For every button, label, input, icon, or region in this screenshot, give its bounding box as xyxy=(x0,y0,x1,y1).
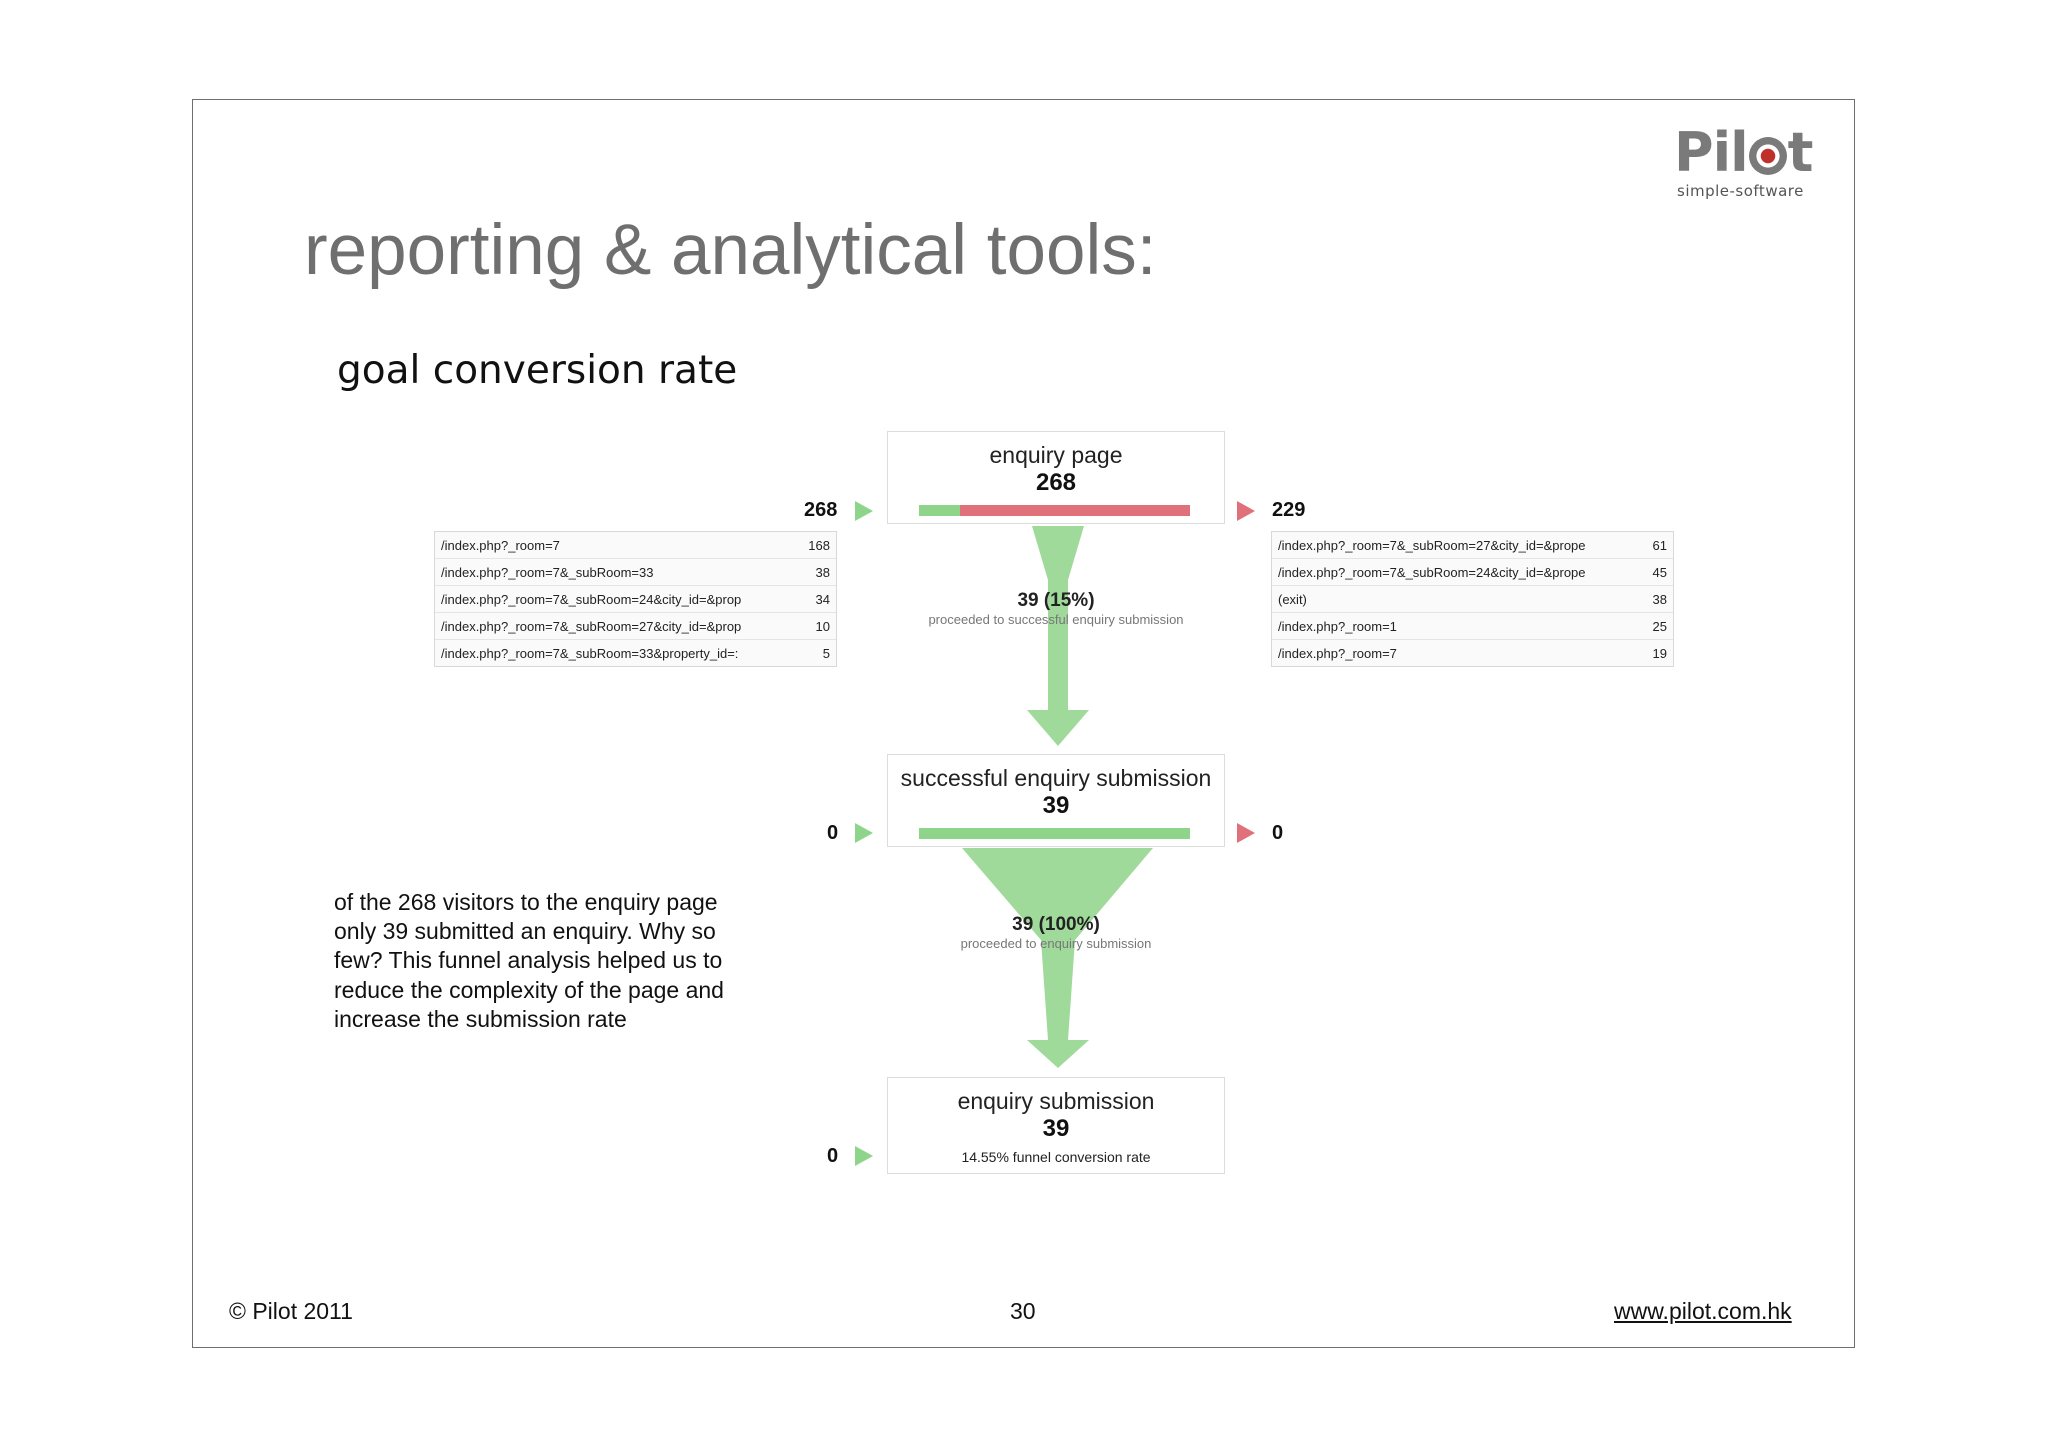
transition-value: 39 (100%) xyxy=(1012,914,1100,935)
table-row[interactable] xyxy=(435,640,836,666)
table-row[interactable] xyxy=(1272,532,1673,559)
step-1-exits: 229 xyxy=(1272,499,1306,521)
source-count: 5 xyxy=(822,645,830,661)
footer-copyright: © Pilot 2011 xyxy=(229,1298,353,1324)
exit-arrow-icon xyxy=(1237,501,1255,521)
entrance-sources-table xyxy=(434,531,837,667)
table-row[interactable] xyxy=(435,532,836,559)
slide-subtitle: goal conversion rate xyxy=(337,348,738,393)
step-name: enquiry page xyxy=(989,442,1123,468)
exit-path: /index.php?_room=7 xyxy=(1278,645,1397,661)
step-1-proceed-bar xyxy=(919,505,960,516)
exit-path: (exit) xyxy=(1278,591,1307,607)
step-2-exits: 0 xyxy=(1272,822,1284,844)
funnel-conversion-rate: 14.55% funnel conversion rate xyxy=(961,1149,1151,1165)
step-2-entrances: 0 xyxy=(827,822,839,844)
step-count: 39 xyxy=(1042,1115,1070,1142)
table-row[interactable] xyxy=(435,613,836,640)
source-count: 38 xyxy=(815,564,830,580)
source-count: 168 xyxy=(808,537,830,553)
transition-value: 39 (15%) xyxy=(1017,590,1095,611)
step-count: 39 xyxy=(1042,792,1070,819)
slide-title: reporting & analytical tools: xyxy=(304,211,1157,290)
exit-path: /index.php?_room=7&_subRoom=24&city_id=&prope xyxy=(1278,564,1586,580)
exit-path: /index.php?_room=7&_subRoom=27&city_id=&prope xyxy=(1278,537,1586,553)
transition-1-label xyxy=(887,590,1225,627)
funnel-step-enquiry-submission xyxy=(887,1077,1225,1174)
step-name: successful enquiry submission xyxy=(900,765,1212,791)
source-path: /index.php?_room=7&_subRoom=33&property_id=: xyxy=(441,645,739,661)
step-1-exit-bar xyxy=(960,505,1190,516)
source-count: 10 xyxy=(815,618,830,634)
transition-text: proceeded to enquiry submission xyxy=(960,936,1152,951)
table-row[interactable] xyxy=(1272,559,1673,586)
logo-text-start: Pil xyxy=(1674,121,1748,184)
exit-path: /index.php?_room=1 xyxy=(1278,618,1397,634)
table-row[interactable] xyxy=(435,559,836,586)
step-1-entrances: 268 xyxy=(804,499,838,521)
step-count: 268 xyxy=(1035,469,1077,496)
source-count: 34 xyxy=(815,591,830,607)
exit-destinations-table xyxy=(1271,531,1674,667)
flow-2-shape xyxy=(962,848,1153,1068)
exit-count: 61 xyxy=(1652,537,1667,553)
transition-2-label xyxy=(887,914,1225,951)
source-path: /index.php?_room=7&_subRoom=33 xyxy=(441,564,654,580)
exit-count: 38 xyxy=(1652,591,1667,607)
transition-text: proceeded to successful enquiry submission xyxy=(928,612,1184,627)
entrance-arrow-icon xyxy=(855,1146,873,1166)
footer-url-link[interactable]: www.pilot.com.hk xyxy=(1614,1298,1792,1324)
table-row[interactable] xyxy=(1272,640,1673,666)
flow-1-shape xyxy=(1027,526,1089,746)
exit-count: 45 xyxy=(1652,564,1667,580)
step-name: enquiry submission xyxy=(957,1088,1155,1114)
exit-count: 25 xyxy=(1652,618,1667,634)
footer-page-number: 30 xyxy=(1010,1298,1036,1324)
entrance-arrow-icon xyxy=(855,823,873,843)
table-row[interactable] xyxy=(435,586,836,613)
source-path: /index.php?_room=7&_subRoom=27&city_id=&prop xyxy=(441,618,742,634)
source-path: /index.php?_room=7 xyxy=(441,537,560,553)
source-path: /index.php?_room=7&_subRoom=24&city_id=&prop xyxy=(441,591,742,607)
step-3-entrances: 0 xyxy=(827,1145,839,1167)
table-row[interactable] xyxy=(1272,586,1673,613)
table-row[interactable] xyxy=(1272,613,1673,640)
exit-count: 19 xyxy=(1652,645,1667,661)
step-2-proceed-bar xyxy=(919,828,1190,839)
logo-tagline: simple-software xyxy=(1677,182,1804,200)
logo-text-end: t xyxy=(1787,121,1813,184)
entrance-arrow-icon xyxy=(855,501,873,521)
exit-arrow-icon xyxy=(1237,823,1255,843)
description-text: of the 268 visitors to the enquiry page only 39 submitted an enquiry. Why so few? This funnel analysis helped us to reduce the complexity of the page and increase the submission rate xyxy=(334,889,724,1032)
